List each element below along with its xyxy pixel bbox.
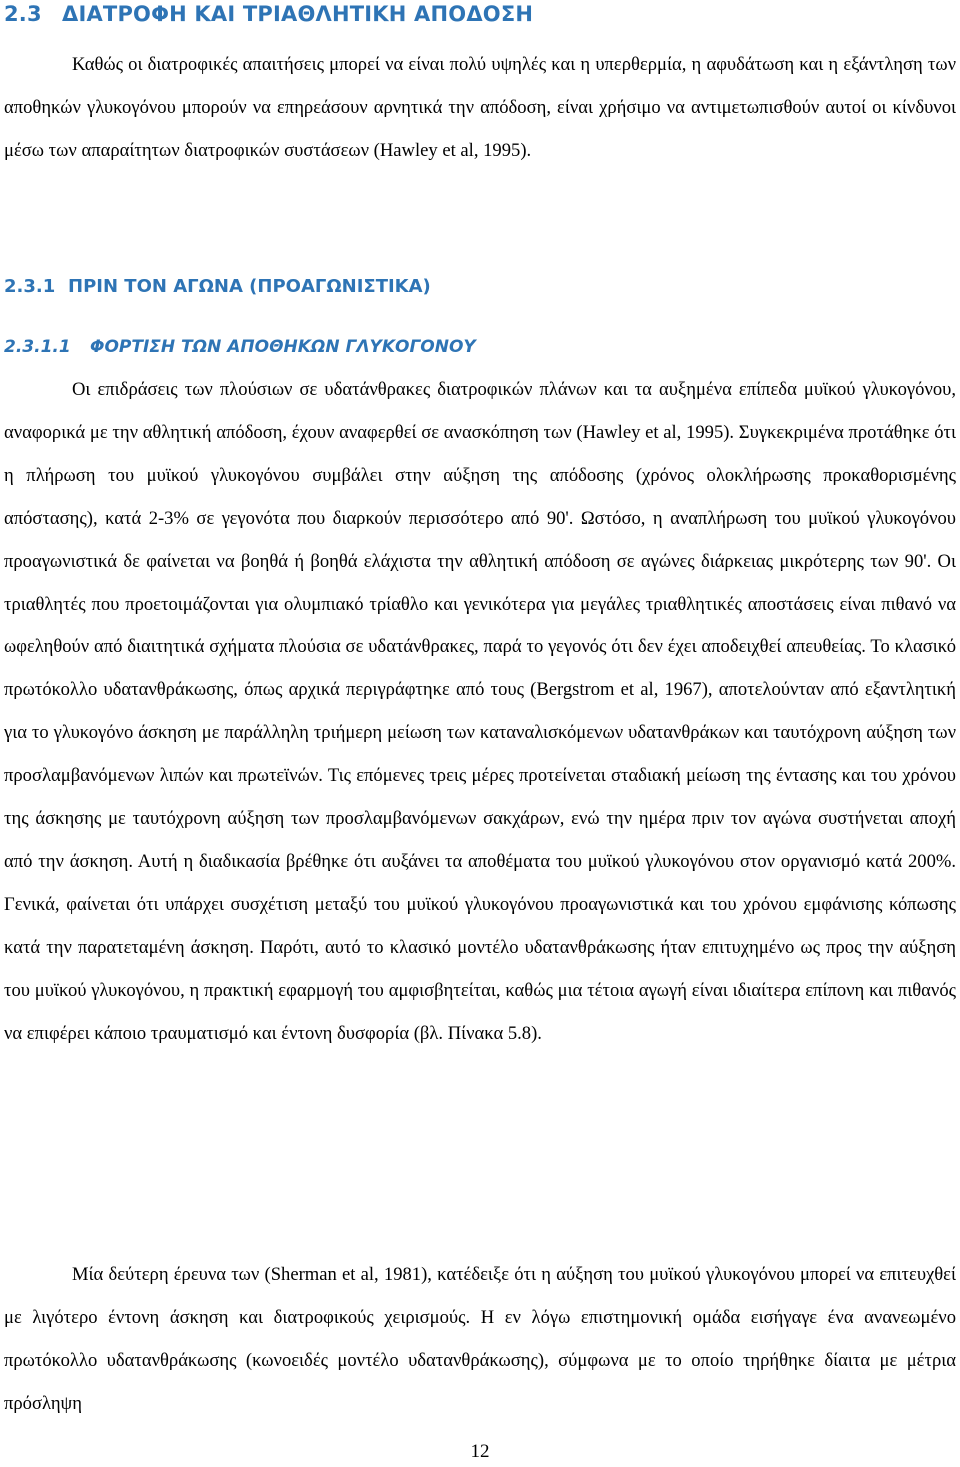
- body-paragraph-2: Μία δεύτερη έρευνα των (Sherman et al, 1981), κατέδειξε ότι η αύξηση του μυϊκού γλυκογόνου μπορεί να επιτευχθεί με λιγότερο έντονη άσκηση και διατροφικούς χειρισμούς. Η εν λόγω επιστημονική ομάδα εισήγαγε ένα ανανεωμένο πρωτόκολλο υδατανθράκωσης (κωνοειδές μοντέλο υδατανθράκωσης), σύμφωνα με το οποίο τηρήθηκε δίαιτα με μέτρια πρόσληψη: [4, 1264, 956, 1414]
- subsection-number: 2.3.1: [4, 276, 56, 297]
- section-heading: [4, 2, 533, 26]
- intro-paragraph: Καθώς οι διατροφικές απαιτήσεις μπορεί να είναι πολύ υψηλές και η υπερθερμία, η αφυδάτωση και η εξάντληση των αποθηκών γλυκογόνου μπορούν να επηρεάσουν αρνητικά την απόδοση, είναι χρήσιμο να αντιμετωπισθούν αυτοί οι κίνδυνοι μέσω των απαραίτητων διατροφικών συστάσεων (Hawley et al, 1995).: [4, 54, 956, 161]
- page-number: 12: [470, 1441, 490, 1462]
- subsubsection-number: 2.3.1.1: [4, 337, 71, 357]
- subsubsection-heading: [4, 337, 476, 357]
- body-paragraph-1: Οι επιδράσεις των πλούσιων σε υδατάνθρακες διατροφικών πλάνων και τα αυξημένα επίπεδα μυϊκού γλυκογόνου, αναφορικά με την αθλητική απόδοση, έχουν αναφερθεί σε ανασκόπηση των (Hawley et al, 1995). Συγκεκριμένα προτάθηκε ότι η πλήρωση του μυϊκού γλυκογόνου συμβάλει στην αύξηση της απόδοσης (χρόνος ολοκλήρωσης προκαθορισμένης απόστασης), κατά 2-3% σε γεγονότα που διαρκούν περισσότερο από 90'. Ωστόσο, η αναπλήρωση του μυϊκού γλυκογόνου προαγωνιστικά δε φαίνεται να βοηθά ή βοηθά ελάχιστα την αθλητική απόδοση σε αγώνες διάρκειας μικρότερης των 90'. Οι τριαθλητές που προετοιμάζονται για ολυμπιακό τρίαθλο και γενικότερα για μεγάλες τριαθλητικές αποστάσεις είναι πιθανό να ωφεληθούν από διαιτητικά σχήματα πλούσια σε υδατάνθρακες, παρά το γεγονός ότι δεν έχει αποδειχθεί απευθείας. Το κλασικό πρωτόκολλο υδατανθράκωσης, όπως αρχικά περιγράφτηκε από τους (Bergstrom et al, 1967), αποτελούνταν από εξαντλητική για το γλυκογόνο άσκηση με παράλληλη τριήμερη μείωση των καταναλισκόμενων υδατανθράκων και ταυτόχρονη αύξηση των προσλαμβανόμενων λιπών και πρωτεϊνών. Τις επόμενες τρεις μέρες προτείνεται σταδιακή μείωση της έντασης και του χρόνου της άσκησης με ταυτόχρονη αύξηση των προσλαμβανόμενων σακχάρων, ενώ την ημέρα πριν τον αγώνα συστήνεται αποχή από την άσκηση. Αυτή η διαδικασία βρέθηκε ότι αυξάνει τα αποθέματα του μυϊκού γλυκογόνου στον οργανισμό κατά 200%. Γενικά, φαίνεται ότι υπάρχει συσχέτιση μεταξύ του μυϊκού γλυκογόνου προαγωνιστικά και του χρόνου εμφάνισης κόπωσης κατά την παρατεταμένη άσκηση. Παρότι, αυτό το κλασικό μοντέλο υδατανθράκωσης ήταν επιτυχημένο ως προς την αύξηση του μυϊκού γλυκογόνου, η πρακτική εφαρμογή του αμφισβητείται, καθώς μια τέτοια αγωγή είναι ιδιαίτερα επίπονη και πιθανός να επιφέρει κάποιο τραυματισμό και έντονη δυσφορία (βλ. Πίνακα 5.8).: [4, 379, 956, 1044]
- subsection-heading: [4, 276, 431, 297]
- subsection-title: ΠΡΙΝ ΤΟΝ ΑΓΩΝΑ (ΠΡΟΑΓΩΝΙΣΤΙΚΑ): [68, 276, 431, 297]
- section-title: ΔΙΑΤΡΟΦΗ ΚΑΙ ΤΡΙΑΘΛΗΤΙΚΗ ΑΠΟΔΟΣΗ: [62, 2, 534, 26]
- section-number: 2.3: [4, 2, 42, 26]
- subsubsection-title: ΦΟΡΤΙΣΗ ΤΩΝ ΑΠΟΘΗΚΩΝ ΓΛΥΚΟΓΟΝΟΥ: [90, 337, 476, 357]
